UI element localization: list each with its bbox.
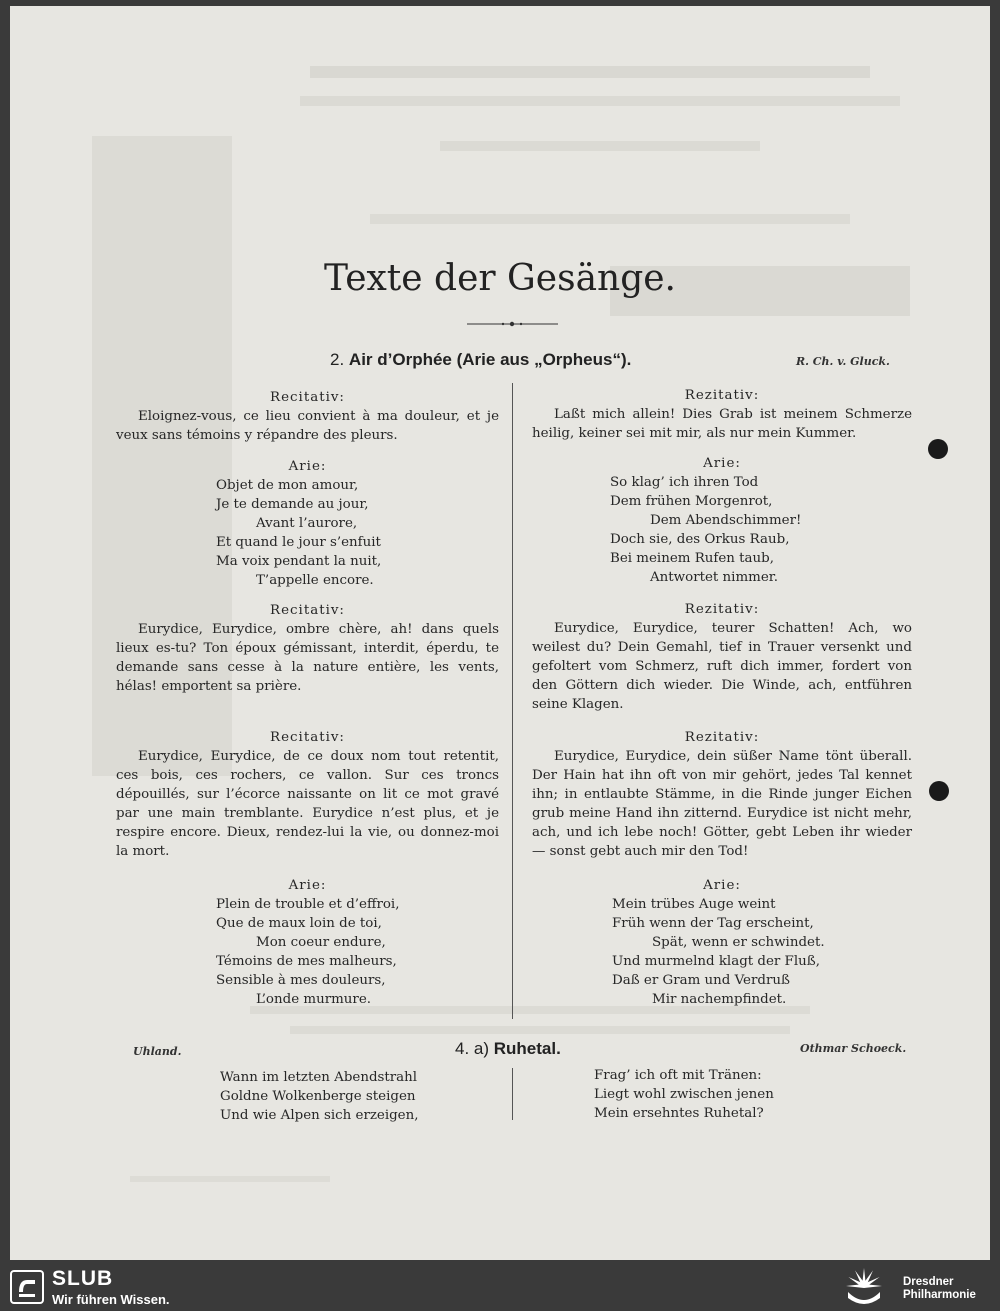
right-recitativ2-heading: Rezitativ:: [684, 602, 760, 617]
partner-line1: Dresdner: [903, 1276, 954, 1288]
poem-line: Bei meinem Rufen taub,: [610, 551, 774, 566]
poem-line: Doch sie, des Orkus Raub,: [610, 532, 790, 547]
right-arie2-poem: [612, 895, 992, 1009]
left-recitativ1-text: Eloignez-vous, ce lieu convient à ma douleur, et je veux sans témoins y répandre des pleurs.: [116, 409, 499, 443]
section2-left-poem: [220, 1068, 480, 1125]
punch-hole: [928, 439, 948, 459]
section2-right-poem: [594, 1066, 854, 1123]
poem-line: Wann im letzten Abendstrahl: [220, 1070, 418, 1085]
page-title: Texte der Gesänge.: [323, 258, 677, 299]
column-divider-2: [512, 1068, 513, 1120]
poem-line: Mein ersehntes Ruhetal?: [594, 1106, 764, 1121]
poem-line: Sensible à mes douleurs,: [216, 973, 386, 988]
poem-line: Mon coeur endure,: [256, 935, 386, 950]
poem-line: Mein trübes Auge weint: [612, 897, 776, 912]
poem-line: Plein de trouble et d’effroi,: [216, 897, 400, 912]
slub-tagline: Wir führen Wissen.: [52, 1292, 170, 1307]
poem-line: Objet de mon amour,: [216, 478, 359, 493]
slub-logo-icon: [10, 1270, 44, 1304]
poem-line: Daß er Gram und Verdruß: [612, 973, 790, 988]
right-arie1-poem: [610, 473, 990, 587]
partner-name: [903, 1276, 976, 1302]
poem-line: Frag’ ich oft mit Tränen:: [594, 1068, 762, 1083]
ornament-divider-icon: [465, 318, 560, 330]
right-recitativ1-heading: Rezitativ:: [684, 388, 760, 403]
poem-line: L’onde murmure.: [256, 992, 372, 1007]
poem-line: Que de maux loin de toi,: [216, 916, 382, 931]
poem-line: Und wie Alpen sich erzeigen,: [220, 1108, 419, 1123]
punch-hole: [929, 781, 949, 801]
partner-line2: Philharmonie: [903, 1289, 976, 1301]
right-arie2-heading: Arie:: [703, 878, 741, 893]
left-recitativ3-text: Eurydice, Eurydice, de ce doux nom tout retentit, ces bois, ces rochers, ce vallon. Sur ces troncs dépouillés, sur l’écorce naissante on lit ce mot gravé par une main tremblante. Eurydice n’est plus, et je respire encore. Dieux, rendez-lui la vie, ou donnez-moi la mort.: [116, 749, 499, 859]
poem-line: Dem Abendschimmer!: [650, 513, 802, 528]
poem-line: Liegt wohl zwischen jenen: [594, 1087, 774, 1102]
left-recitativ2-text: Eurydice, Eurydice, ombre chère, ah! dans quels lieux es-tu? Ton époux gémissant, interdit, éperdu, te demande sans cesse à la nature entière, les vents, hélas! emportent sa prière.: [116, 622, 499, 694]
poem-line: Spät, wenn er schwindet.: [652, 935, 825, 950]
section2-heading: [455, 1039, 561, 1059]
left-recitativ3-heading: Recitativ:: [270, 730, 345, 745]
section1-composer: R. Ch. v. Gluck.: [796, 355, 890, 368]
right-recitativ2-text: Eurydice, Eurydice, teurer Schatten! Ach, wo weilest du? Dein Gemahl, tief in Trauer versenkt und gefoltert vom Schmerz, ruft dich immer, fordert von den Göttern dich wieder. Die Winde, ach, entführen seine Klagen.: [532, 621, 912, 712]
poem-line: Et quand le jour s’enfuit: [216, 535, 381, 550]
poem-line: Mir nachempfindet.: [652, 992, 787, 1007]
poem-line: Dem frühen Morgenrot,: [610, 494, 773, 509]
poem-line: T’appelle encore.: [256, 573, 374, 588]
right-recitativ3-heading: Rezitativ:: [684, 730, 760, 745]
right-recitativ3-text: Eurydice, Eurydice, dein süßer Name tönt überall. Der Hain hat ihn oft von mir gehört, jedes Tal kennet ihn; in entlaubte Stämme, in die Rinde junger Eichen grub meine Hand ihn zitternd. Eurydice ist nicht mehr, ach, und ich lebe noch! Götter, gebt Leben ihr wieder — sonst gebt auch mir den Tod!: [532, 749, 912, 859]
poem-line: Früh wenn der Tag erscheint,: [612, 916, 814, 931]
section2-poet: Uhland.: [133, 1045, 182, 1058]
dresdner-philharmonie-logo-icon: [842, 1264, 886, 1308]
left-recitativ1-heading: Recitativ:: [270, 390, 345, 405]
poem-line: Avant l’aurore,: [256, 516, 358, 531]
section1-heading: [330, 350, 631, 370]
section2-title: Ruhetal.: [493, 1039, 561, 1058]
section2-number: 4. a): [455, 1039, 490, 1058]
poem-line: So klag’ ich ihren Tod: [610, 475, 759, 490]
left-arie1-heading: Arie:: [288, 459, 327, 474]
left-recitativ2-heading: Recitativ:: [270, 603, 345, 618]
right-arie1-heading: Arie:: [703, 456, 741, 471]
poem-line: Antwortet nimmer.: [650, 570, 778, 585]
poem-line: Goldne Wolkenberge steigen: [220, 1089, 416, 1104]
section1-number: 2.: [330, 350, 345, 369]
left-arie2-heading: Arie:: [288, 878, 327, 893]
section2-composer: Othmar Schoeck.: [800, 1042, 907, 1055]
slub-name: SLUB: [52, 1267, 114, 1290]
poem-line: Und murmelnd klagt der Fluß,: [612, 954, 820, 969]
right-recitativ1-text: Laßt mich allein! Dies Grab ist meinem Schmerze heilig, keiner sei mit mir, als nur mein Kummer.: [532, 407, 912, 441]
poem-line: Je te demande au jour,: [216, 497, 369, 512]
poem-line: Témoins de mes malheurs,: [216, 954, 397, 969]
poem-line: Ma voix pendant la nuit,: [216, 554, 382, 569]
section1-title: Air d’Orphée (Arie aus „Orpheus“).: [348, 350, 632, 369]
